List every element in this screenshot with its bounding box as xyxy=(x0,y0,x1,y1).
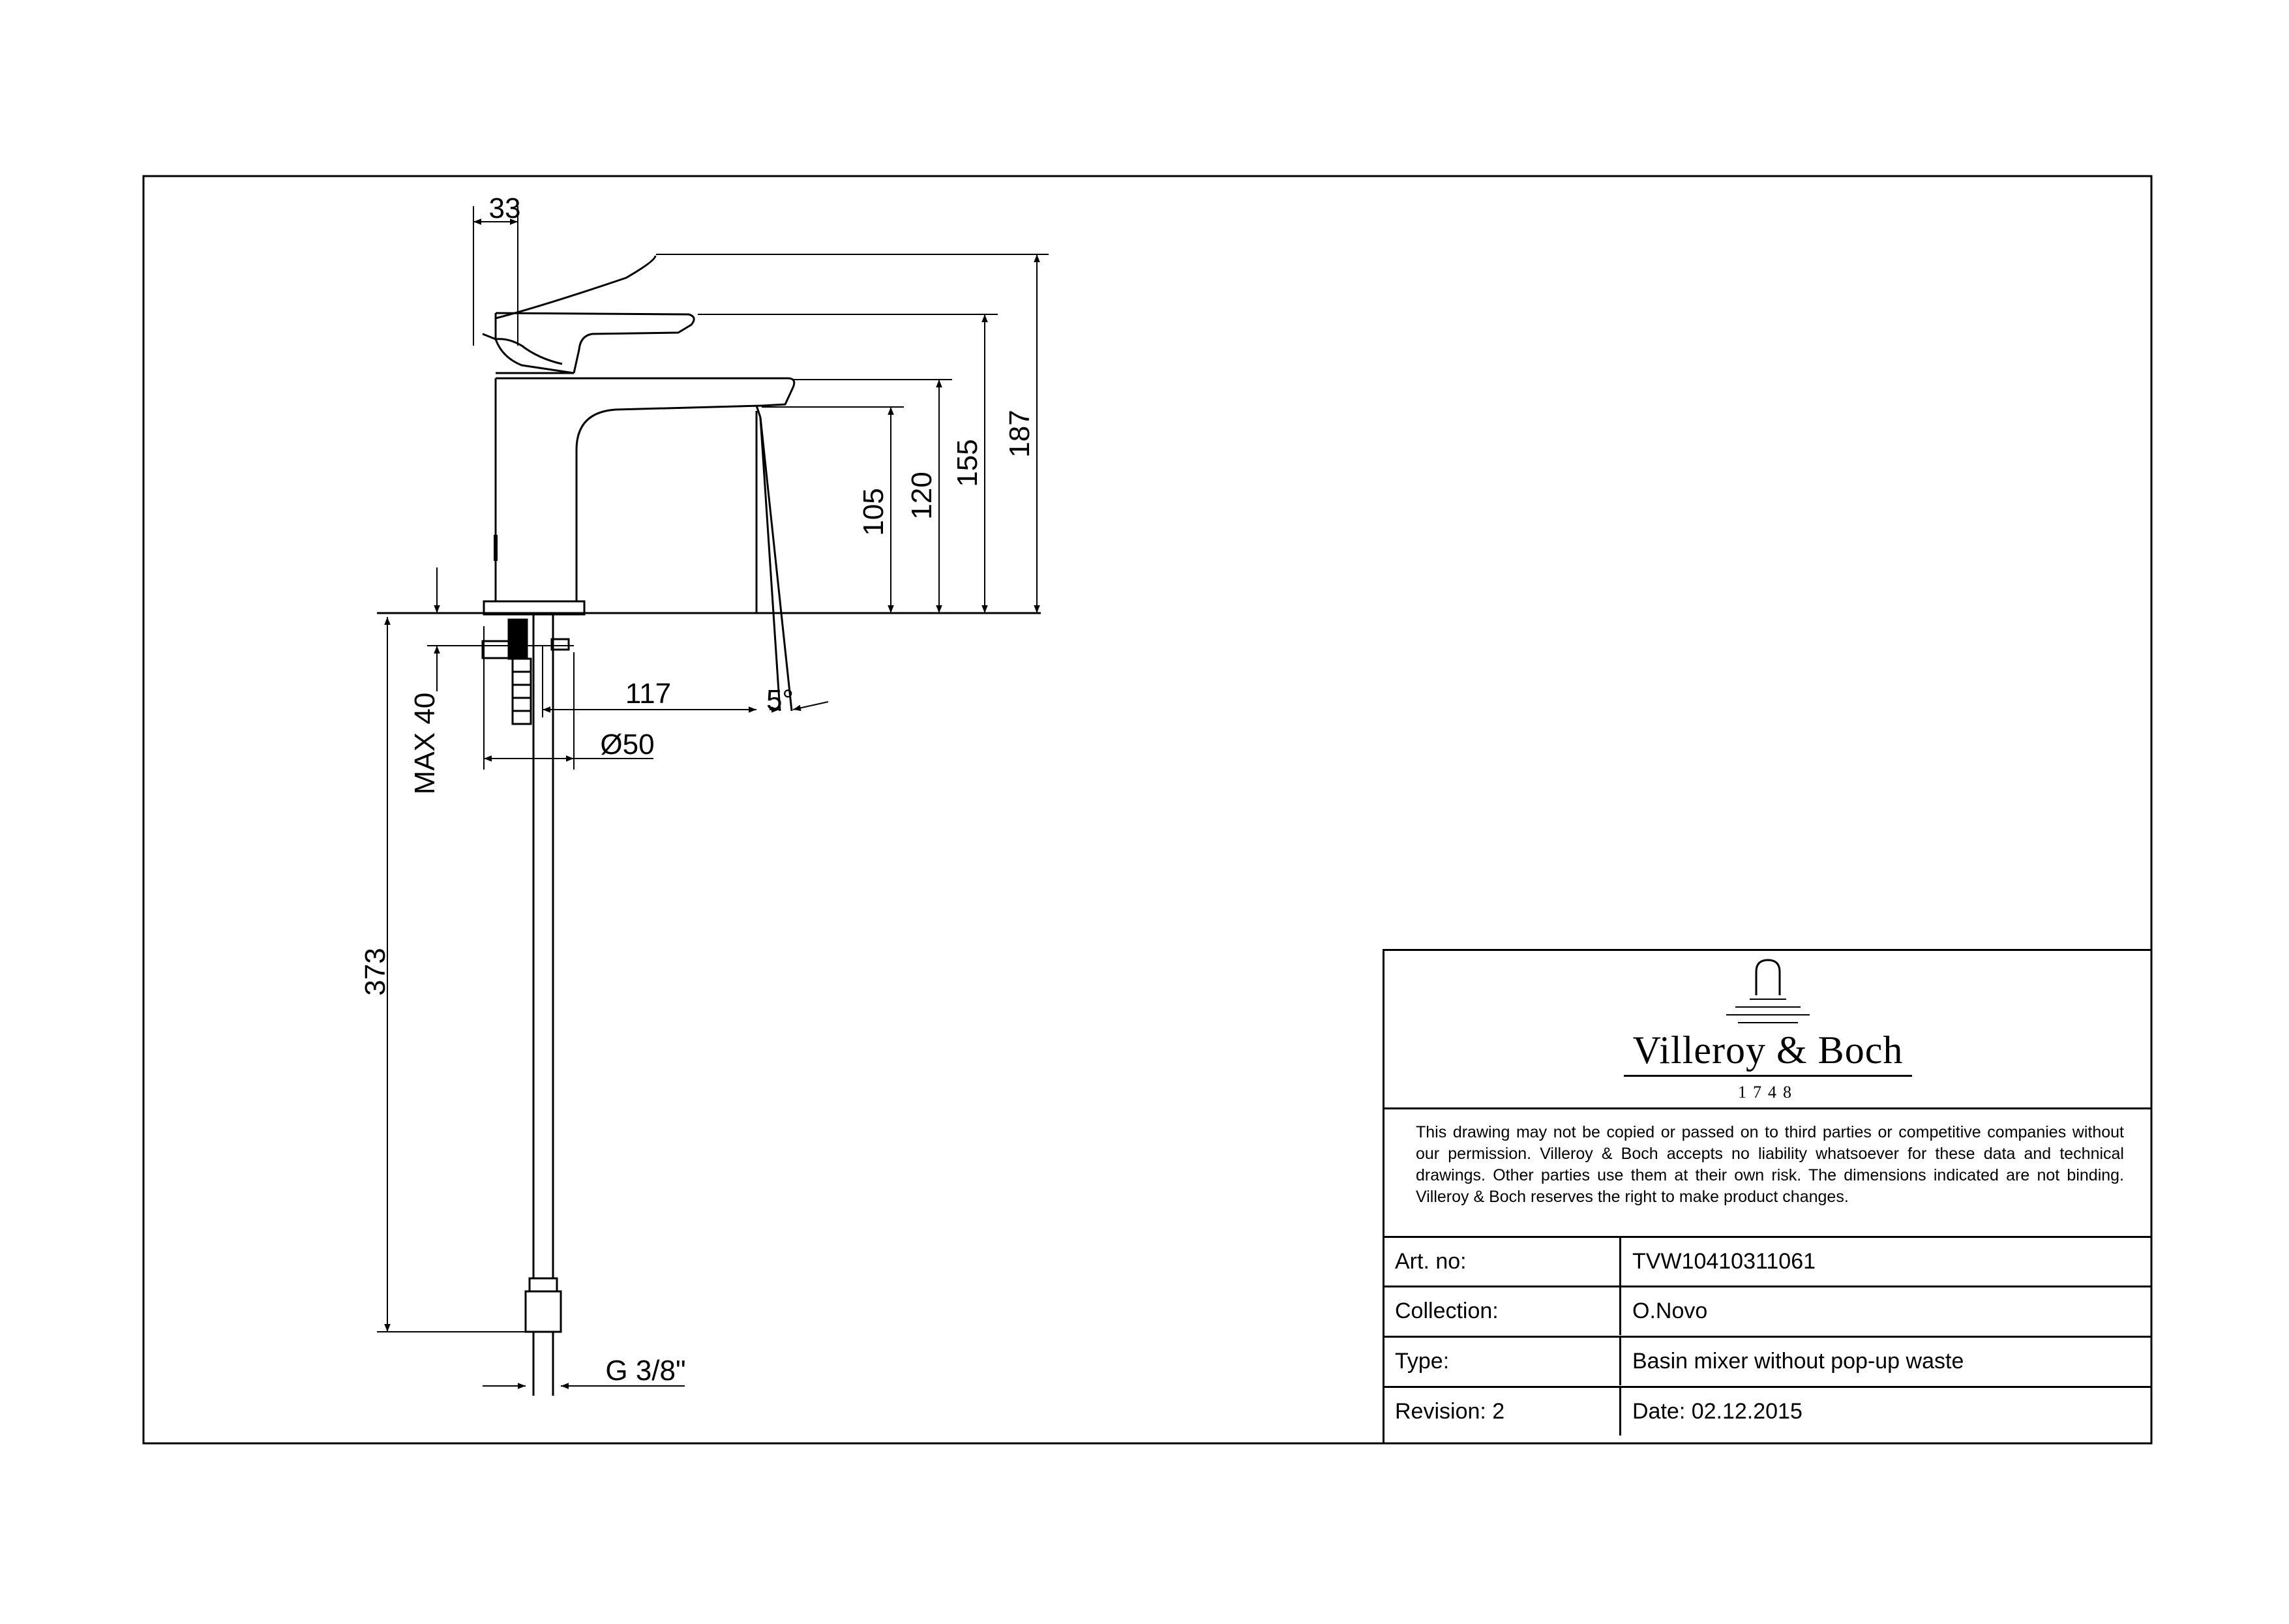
brand-year: 1748 xyxy=(1738,1083,1798,1102)
dim-handle-depth: 33 xyxy=(488,192,521,224)
dim-thread: G 3/8" xyxy=(605,1355,686,1387)
dim-height-total: 187 xyxy=(1004,410,1036,458)
collection-label: Collection: xyxy=(1395,1299,1499,1323)
art-no-value: TVW10410311061 xyxy=(1632,1249,1816,1274)
villeroy-boch-arch-logo-icon xyxy=(1724,957,1812,1029)
dim-height-spout-top: 120 xyxy=(906,472,938,520)
dim-spout-angle: 5° xyxy=(766,684,794,716)
type-value: Basin mixer without pop-up waste xyxy=(1632,1349,1964,1374)
dim-height-spout: 105 xyxy=(858,488,890,536)
dim-max-thickness: MAX 40 xyxy=(409,692,441,795)
type-label: Type: xyxy=(1395,1349,1450,1374)
collection-row xyxy=(1384,1286,2151,1335)
revision-row xyxy=(1384,1386,2151,1436)
counter-mounting xyxy=(377,613,1041,1396)
brand-name: Villeroy & Boch xyxy=(1632,1029,1904,1072)
faucet-body xyxy=(483,256,794,614)
dimension-lines xyxy=(377,206,1049,1386)
dim-height-lever: 155 xyxy=(951,439,983,487)
title-block xyxy=(1383,949,2151,1443)
type-row xyxy=(1384,1336,2151,1385)
collection-value: O.Novo xyxy=(1632,1299,1708,1323)
date-value: Date: 02.12.2015 xyxy=(1632,1399,1803,1424)
art-no-row xyxy=(1384,1236,2151,1286)
logo-cell xyxy=(1384,951,2151,1109)
dim-base-diameter: Ø50 xyxy=(600,729,655,760)
art-no-label: Art. no: xyxy=(1395,1249,1467,1274)
revision-label: Revision: 2 xyxy=(1395,1399,1505,1424)
disclaimer-text: This drawing may not be copied or passed on to third parties or competitive companies without our permission. Villeroy & Boch accepts no liability whatsoever for these data and technical drawings. Other parties use them at their own risk. The dimensions indicated are not binding. Villeroy & Boch reserves the right to make product changes. xyxy=(1416,1123,2124,1206)
dim-spout-reach: 117 xyxy=(625,678,672,710)
dim-hose-length: 373 xyxy=(359,948,391,996)
spout-flow-lines xyxy=(756,411,792,711)
brand-underline xyxy=(1624,1075,1912,1077)
